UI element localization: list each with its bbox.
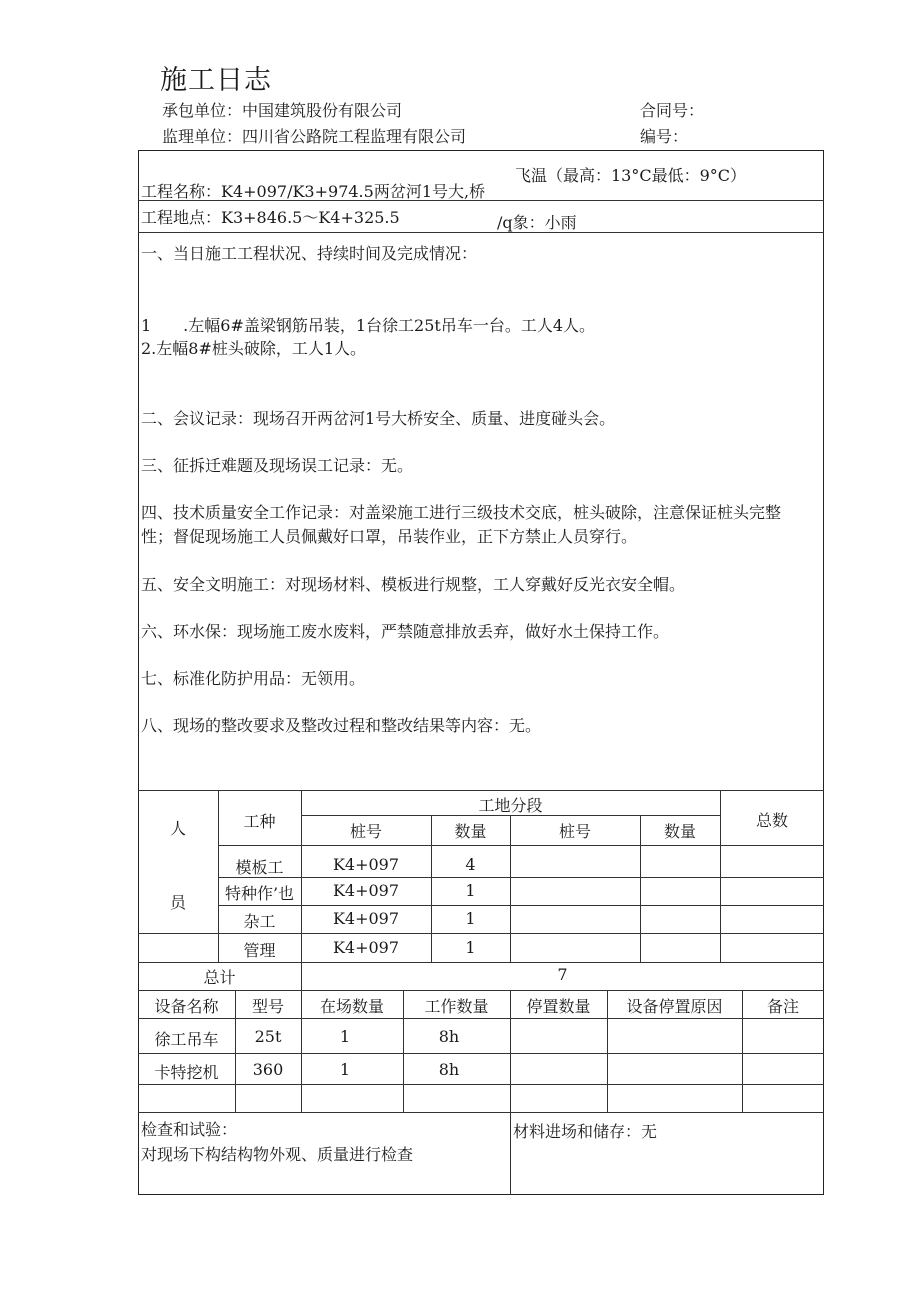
grid-line	[510, 1112, 511, 1195]
personnel-side-label-top: 人	[169, 819, 186, 838]
total-value: 7	[557, 965, 568, 984]
equip-work-cell: 8h	[438, 1027, 460, 1046]
divider-line	[218, 877, 824, 878]
inspection-label: 检查和试验：	[141, 1120, 238, 1139]
section-1-heading: 一、当日施工工程状况、持续时间及完成情况：	[141, 244, 478, 263]
section-4-line-2: 性；督促现场施工人员佩戴好口罩，吊装作业，正下方禁止人员穿行。	[141, 527, 638, 546]
equip-header-idle-reason: 设备停置原因	[626, 997, 723, 1016]
equip-work-cell: 8h	[438, 1060, 460, 1079]
supervisor-row	[162, 124, 466, 147]
equip-header-remarks: 备注	[766, 997, 799, 1016]
col-qty-1: 数量	[454, 822, 487, 841]
temperature: 飞温（最高：13°C最低：9°C）	[515, 166, 747, 185]
divider-line	[138, 990, 824, 991]
contractor-label: 承包单位：	[162, 101, 243, 120]
weather: /q象：小雨	[497, 213, 577, 232]
project-location: 工程地点：K3+846.5～K4+325.5	[141, 208, 400, 227]
section-6-environment: 六、环水保：现场施工废水废料，严禁随意排放丢弃，做好水土保持工作。	[141, 622, 670, 641]
materials-note: 材料进场和储存：无	[513, 1122, 658, 1141]
contractor-row	[162, 98, 402, 121]
equip-header-onsite: 在场数量	[319, 997, 384, 1016]
pile-cell: K4+097	[332, 938, 400, 957]
divider-line	[218, 905, 824, 906]
trade-cell: 模板工	[235, 858, 284, 877]
col-pile-2: 桩号	[558, 822, 591, 841]
section-5-safety: 五、安全文明施工：对现场材料、模板进行规整，工人穿戴好反光衣安全帽。	[141, 575, 686, 594]
equip-onsite-cell: 1	[339, 1027, 351, 1046]
col-segment: 工地分段	[478, 796, 543, 815]
divider-line	[138, 962, 824, 963]
divider-line	[138, 232, 824, 233]
section-1-item-2: 2.左幅8#桩头破除，工人1人。	[141, 339, 367, 358]
section-8-rectification: 八、现场的整改要求及整改过程和整改结果等内容：无。	[141, 716, 542, 735]
divider-line	[138, 1112, 824, 1113]
total-label: 总计	[203, 968, 236, 987]
section-4-line-1: 四、技术质量安全工作记录：对盖梁施工进行三级技术交底，桩头破除，注意保证桩头完整	[141, 503, 782, 522]
divider-line	[138, 933, 824, 934]
equip-name-cell: 卡特挖机	[154, 1063, 219, 1082]
contract-no-label: 合同号：	[640, 101, 705, 120]
equip-header-work: 工作数量	[424, 997, 489, 1016]
pile-cell: K4+097	[332, 855, 400, 874]
section-2-meeting: 二、会议记录：现场召开两岔河1号大桥安全、质量、进度碰头会。	[141, 409, 616, 428]
personnel-side-label-bottom: 员	[169, 893, 186, 912]
serial-no-label: 编号：	[640, 127, 689, 146]
col-pile-1: 桩号	[349, 822, 382, 841]
col-total: 总数	[755, 811, 788, 830]
equip-model-cell: 360	[252, 1060, 284, 1079]
section-1-item-1: 1 .左幅6#盖梁钢筋吊装，1台徐工25t吊车一台。工人4人。	[141, 316, 596, 335]
supervisor-value: 四川省公路院工程监理有限公司	[242, 127, 467, 146]
equip-model-cell: 25t	[254, 1027, 282, 1046]
divider-line	[138, 1084, 824, 1085]
col-trade: 工种	[243, 812, 276, 831]
pile-cell: K4+097	[332, 881, 400, 900]
qty-cell: 1	[465, 938, 476, 957]
equip-header-model: 型号	[251, 997, 284, 1016]
trade-cell: 杂工	[243, 912, 276, 931]
trade-cell: 管理	[243, 941, 276, 960]
divider-line	[218, 845, 824, 846]
divider-line	[138, 1018, 824, 1019]
page-title: 施工日志	[160, 65, 272, 96]
equip-onsite-cell: 1	[339, 1060, 351, 1079]
project-name: 工程名称：K4+097/K3+974.5两岔河1号大,桥	[141, 182, 486, 201]
qty-cell: 4	[465, 855, 476, 874]
qty-cell: 1	[465, 909, 476, 928]
pile-cell: K4+097	[332, 909, 400, 928]
section-3-demolition: 三、征拆迁难题及现场误工记录：无。	[141, 456, 414, 475]
contractor-value: 中国建筑股份有限公司	[242, 101, 403, 120]
divider-line	[138, 790, 824, 791]
equip-header-idle: 停置数量	[526, 997, 591, 1016]
qty-cell: 1	[465, 881, 476, 900]
equip-header-name: 设备名称	[154, 997, 219, 1016]
divider-line	[138, 1053, 824, 1054]
trade-cell: 特种作’也	[224, 884, 295, 903]
equip-name-cell: 徐工吊车	[154, 1030, 219, 1049]
section-7-protection: 七、标准化防护用品：无领用。	[141, 669, 366, 688]
supervisor-label: 监理单位：	[162, 127, 243, 146]
inspection-text: 对现场下构结构物外观、质量进行检查	[141, 1145, 414, 1164]
col-qty-2: 数量	[663, 822, 696, 841]
